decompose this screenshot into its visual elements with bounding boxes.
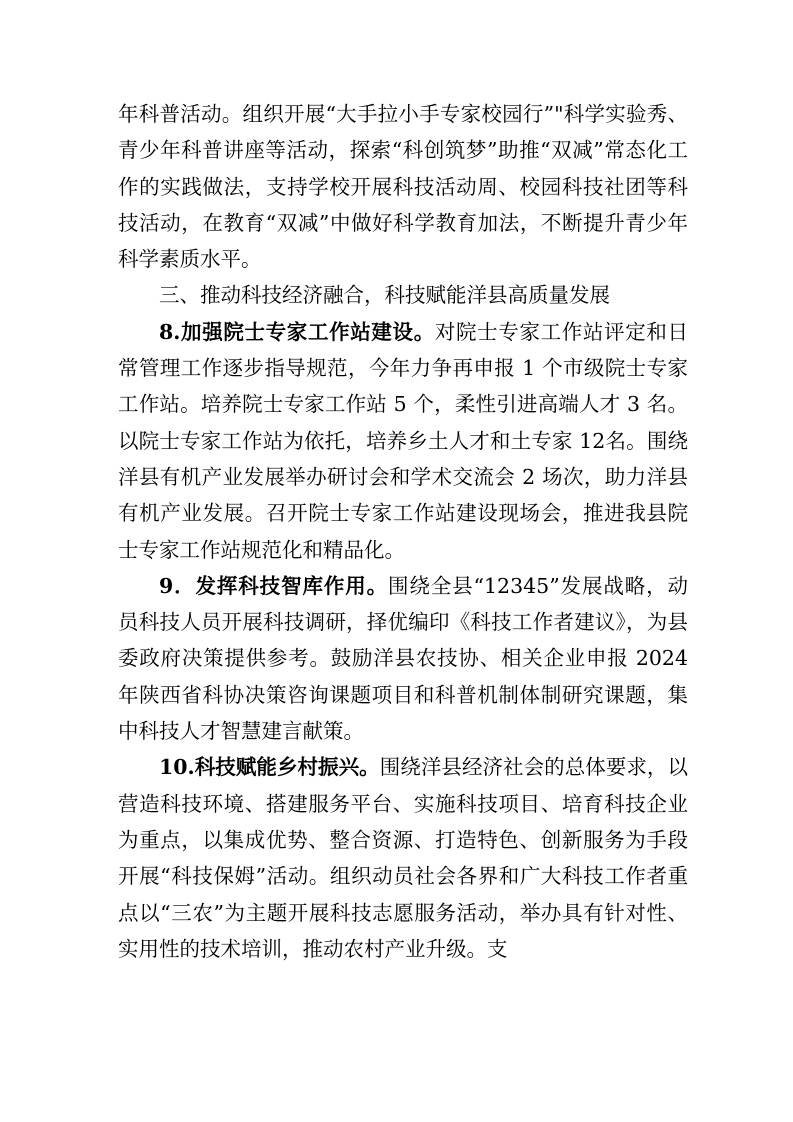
item-body-9: 围绕全县“12345”发展战略，动员科技人员开展科技调研，择优编印《科技工作者建议》，为县委政府决策提供参考。鼓励洋县农技协、相关企业申报 2024 年陕西省科协决策咨询课题项目和科普机制体制研究课题，集中科技人才智慧建言献策。: [118, 573, 688, 744]
item-paragraph-8: [118, 314, 688, 568]
item-title-10: 10.科技赋能乡村振兴。: [159, 755, 380, 780]
item-paragraph-9: [118, 568, 688, 749]
item-title-8: 8.加强院士专家工作站建设。: [159, 319, 435, 344]
section-heading: 三、推动科技经济融合，科技赋能洋县高质量发展: [159, 283, 610, 308]
item-body-8: 对院士专家工作站评定和日常管理工作逐步指导规范，今年力争再申报 1 个市级院士专家工作站。培养院士专家工作站 5 个，柔性引进高端人才 3 名。以院士专家工作站为依托，培养乡土人才和土专家 12名。围绕洋县有机产业发展举办研讨会和学术交流会 2 场次，助力洋县有机产业发展。召开院士专家工作站建设现场会，推进我县院士专家工作站规范化和精品化。: [118, 319, 689, 562]
item-body-10: 围绕洋县经济社会的总体要求，以营造科技环境、搭建服务平台、实施科技项目、培育科技企业为重点，以集成优势、整合资源、打造特色、创新服务为手段开展“科技保姆”活动。组织动员社会各界和广大科技工作者重点以“三农”为主题开展科技志愿服务活动，举办具有针对性、实用性的技术培训，推动农村产业升级。支: [118, 755, 688, 961]
item-title-9: 9．发挥科技智库作用。: [159, 573, 388, 598]
continuation-paragraph: 年科普活动。组织开展“大手拉小手专家校园行”"科学实验秀、青少年科普讲座等活动，探索“科创筑梦”助推“双减”常态化工作的实践做法，支持学校开展科技活动周、校园科技社团等科技活动，在教育“双减”中做好科学教育加法，不断提升青少年科学素质水平。: [118, 102, 688, 272]
item-paragraph-10: [118, 749, 688, 967]
document-body: [118, 96, 688, 967]
